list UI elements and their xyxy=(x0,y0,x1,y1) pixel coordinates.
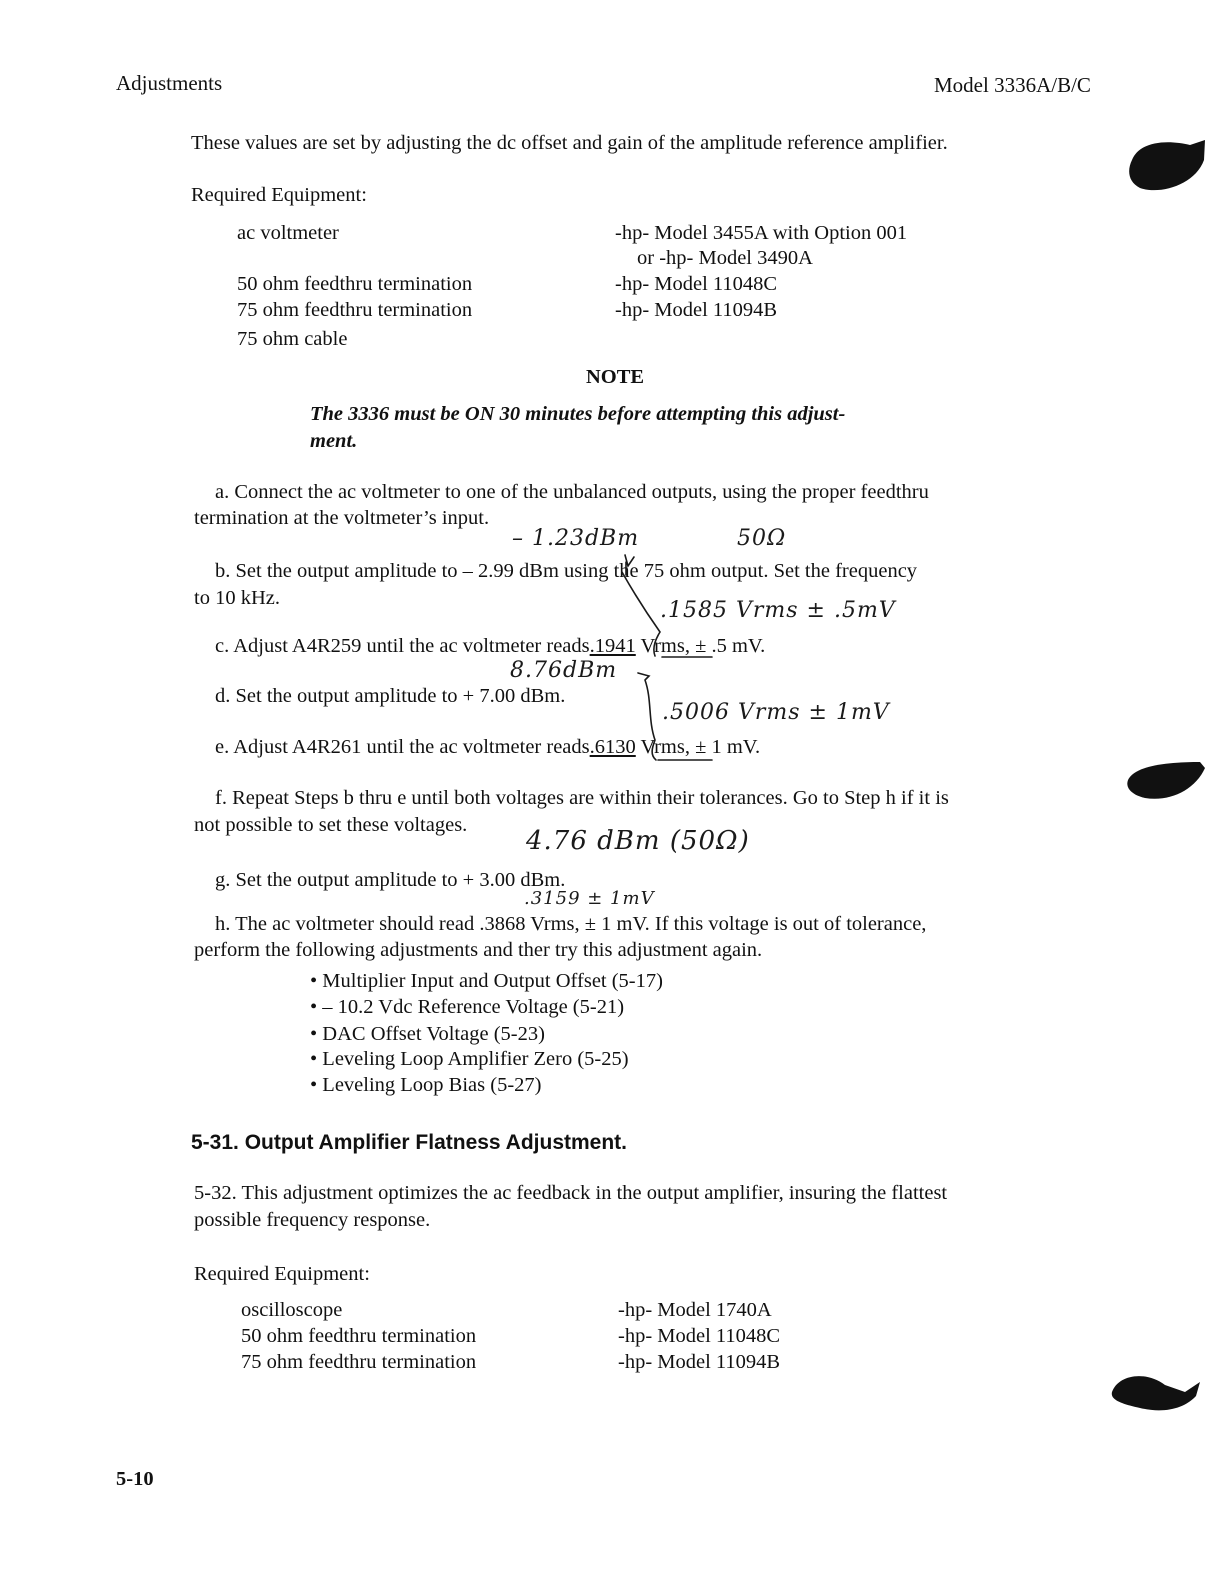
scan-blot-top xyxy=(1129,140,1205,190)
section-paragraph-line-2: possible frequency response. xyxy=(194,1209,431,1231)
note-body-line-1: The 3336 must be ON 30 minutes before attempting this adjust- xyxy=(310,403,846,425)
step-f-line-2: not possible to set these voltages. xyxy=(194,814,468,836)
intro-paragraph: These values are set by adjusting the dc offset and gain of the amplitude reference amplifier. xyxy=(191,132,948,154)
note-title: NOTE xyxy=(586,366,645,388)
equipment-item: 50 ohm feedthru termination xyxy=(241,1325,477,1347)
step-b-line-1: b. Set the output amplitude to – 2.99 dBm using the 75 ohm output. Set the frequency xyxy=(215,560,918,582)
equipment-model: or -hp- Model 3490A xyxy=(637,247,813,269)
step-a-line-2: termination at the voltmeter’s input. xyxy=(194,507,490,529)
step-h-line-1: h. The ac voltmeter should read .3868 Vrms, ± 1 mV. If this voltage is out of tolerance, xyxy=(215,913,927,935)
section-title: 5-31. Output Amplifier Flatness Adjustment. xyxy=(191,1131,627,1154)
equipment-model: -hp- Model 11094B xyxy=(615,299,778,321)
equipment-model: -hp- Model 11048C xyxy=(618,1325,781,1347)
step-b-line-2: to 10 kHz. xyxy=(194,587,280,609)
scan-blot-bottom xyxy=(1112,1376,1200,1410)
scan-blot-middle xyxy=(1127,762,1205,799)
equipment-item: ac voltmeter xyxy=(237,222,339,244)
handwritten-dbm-note-d: 8.76dBm xyxy=(510,658,618,683)
equipment-item: 75 ohm feedthru termination xyxy=(241,1351,477,1373)
equipment-item: 50 ohm feedthru termination xyxy=(237,273,473,295)
list-item: • Multiplier Input and Output Offset (5-17) xyxy=(310,970,663,992)
step-d: d. Set the output amplitude to + 7.00 dBm. xyxy=(215,685,566,707)
step-c-text: c. Adjust A4R259 until the ac voltmeter reads xyxy=(215,635,590,657)
page-number: 5-10 xyxy=(116,1468,154,1490)
equipment-model: -hp- Model 1740A xyxy=(618,1299,772,1321)
step-f-line-1: f. Repeat Steps b thru e until both voltages are within their tolerances. Go to Step h if it is xyxy=(215,787,949,809)
handwritten-vrms-note-h: .3159 ± 1mV xyxy=(524,888,655,909)
list-item: • Leveling Loop Amplifier Zero (5-25) xyxy=(310,1048,629,1070)
step-c-unit: Vrms, ± .5 mV. xyxy=(635,635,766,657)
step-g: g. Set the output amplitude to + 3.00 dBm. xyxy=(215,869,566,891)
handwritten-vrms-note-c: .1585 Vrms ± .5mV xyxy=(660,598,896,623)
equipment-model: -hp- Model 3455A with Option 001 xyxy=(615,222,908,244)
equipment-item: oscilloscope xyxy=(241,1299,343,1321)
handwritten-dbm-note-f: 4.76 dBm (50Ω) xyxy=(526,826,750,856)
required-equipment-heading: Required Equipment: xyxy=(191,184,367,206)
step-e-value: .6130 xyxy=(589,736,636,758)
equipment-item: 75 ohm cable xyxy=(237,328,348,350)
handwritten-ohm-note-b: 50Ω xyxy=(737,526,787,551)
handwritten-bracket-e xyxy=(638,673,656,760)
handwritten-arrow-b xyxy=(625,555,634,575)
equipment-model: -hp- Model 11094B xyxy=(618,1351,781,1373)
list-item: • – 10.2 Vdc Reference Voltage (5-21) xyxy=(310,996,625,1018)
step-e-unit: Vrms, ± 1 mV. xyxy=(635,736,761,758)
list-item: • Leveling Loop Bias (5-27) xyxy=(310,1074,542,1096)
header-section-label: Adjustments xyxy=(116,71,223,95)
note-body-line-2: ment. xyxy=(310,430,358,452)
list-item: • DAC Offset Voltage (5-23) xyxy=(310,1023,545,1045)
step-a-line-1: a. Connect the ac voltmeter to one of the unbalanced outputs, using the proper feedthru xyxy=(215,481,929,503)
required-equipment-heading-2: Required Equipment: xyxy=(194,1263,370,1285)
handwritten-dbm-note-b: – 1.23dBm xyxy=(512,526,640,551)
handwritten-vrms-note-e: .5006 Vrms ± 1mV xyxy=(662,700,890,725)
step-c-value: .1941 xyxy=(589,635,636,657)
header-model-label: Model 3336A/B/C xyxy=(934,73,1091,97)
step-e-text: e. Adjust A4R261 until the ac voltmeter reads xyxy=(215,736,590,758)
handwritten-bracket-c xyxy=(622,572,660,656)
equipment-model: -hp- Model 11048C xyxy=(615,273,778,295)
section-paragraph-line-1: 5-32. This adjustment optimizes the ac feedback in the output amplifier, insuring the flattest xyxy=(194,1182,948,1204)
step-h-line-2: perform the following adjustments and ther try this adjustment again. xyxy=(194,939,763,961)
equipment-item: 75 ohm feedthru termination xyxy=(237,299,473,321)
